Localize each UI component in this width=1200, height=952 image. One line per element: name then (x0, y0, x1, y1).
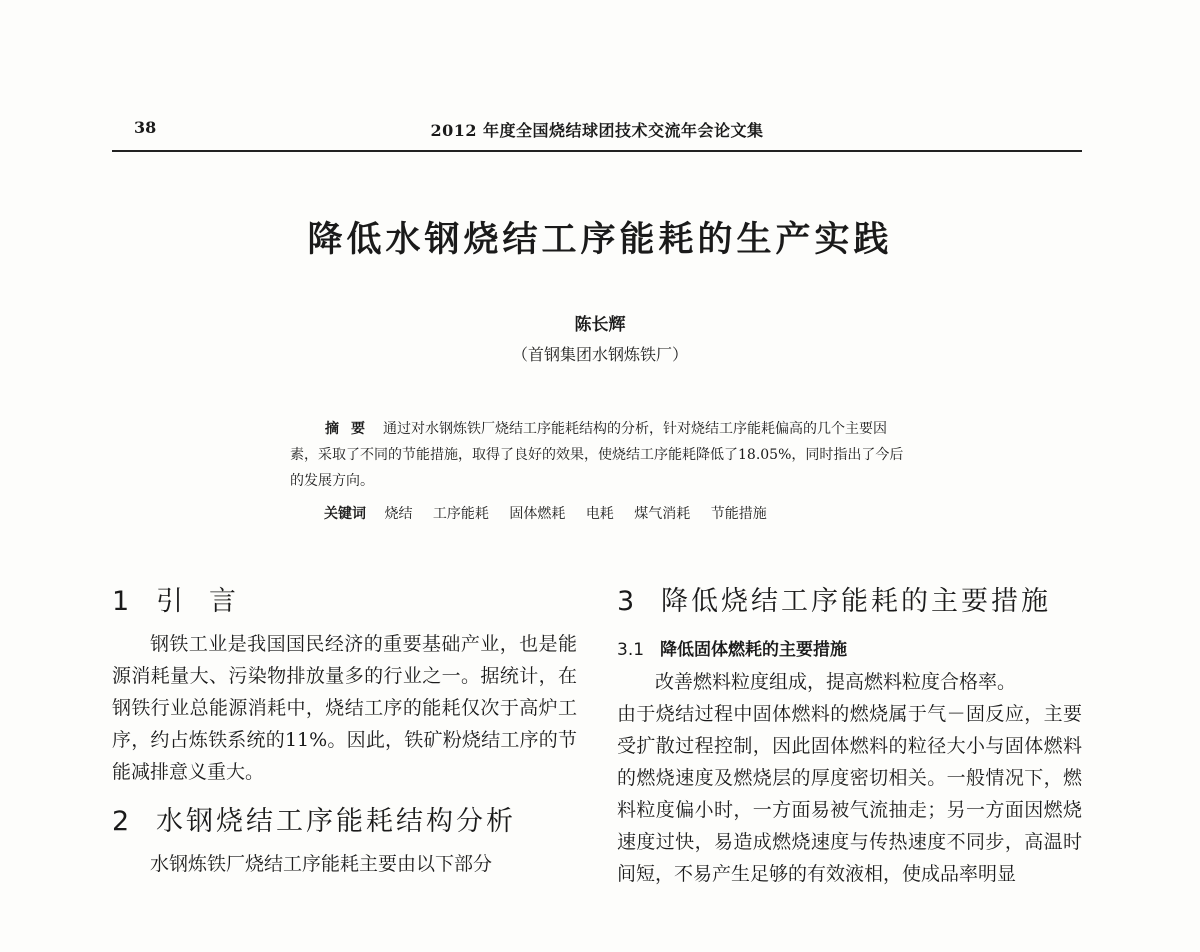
author-affiliation: （首钢集团水钢炼铁厂） (511, 345, 688, 364)
subsection-number: 3.1 (617, 640, 645, 660)
section-2-paragraph: 水钢炼铁厂烧结工序能耗主要由以下部分 (150, 853, 493, 875)
section-number: 2 (112, 806, 133, 837)
abstract (290, 416, 910, 494)
keyword: 烧结 (384, 506, 413, 522)
journal-title: 2012 年度全国烧结球团技术交流年会论文集 (430, 121, 764, 140)
paper-title: 降低水钢烧结工序能耗的生产实践 (307, 220, 893, 260)
subsection-title: 降低固体燃耗的主要措施 (660, 640, 848, 660)
section-2-heading (112, 800, 577, 848)
keyword: 工序能耗 (432, 506, 489, 522)
author-name: 陈长辉 (574, 315, 626, 335)
section-3-paragraph-2: 由于烧结过程中固体燃料的燃烧属于气－固反应，主要受扩散过程控制，因此固体燃料的粒径大小与固体燃料的燃烧速度及燃烧层的厚度密切相关。一般情况下，燃料粒度偏小时，一方面易被气流抽走；另一方面因燃烧速度过快，易造成燃烧速度与传热速度不同步，高温时间短，不易产生足够的有效液相，使成品率明显 (617, 703, 1082, 885)
abstract-text: 通过对水钢炼铁厂烧结工序能耗结构的分析，针对烧结工序能耗偏高的几个主要因素，采取了不同的节能措施，取得了良好的效果，使烧结工序能耗降低了18.05%，同时指出了今后的发展方向。 (290, 421, 904, 489)
section-3-paragraph-1: 改善燃料粒度组成，提高燃料粒度合格率。 (655, 671, 1017, 693)
keywords (290, 503, 944, 523)
section-3-heading (617, 580, 1082, 628)
keyword: 固体燃耗 (509, 506, 566, 522)
keywords-label: 关键词 (324, 506, 366, 522)
section-number: 1 (112, 586, 156, 617)
running-header (112, 112, 1082, 152)
right-column (617, 580, 1082, 890)
section-number: 3 (617, 586, 638, 617)
section-title: 降低烧结工序能耗的主要措施 (661, 586, 1051, 617)
left-column (112, 580, 577, 880)
keyword: 节能措施 (710, 506, 767, 522)
keyword: 电耗 (585, 506, 614, 522)
abstract-label: 摘要 (325, 421, 377, 437)
keyword: 煤气消耗 (634, 506, 691, 522)
section-title: 水钢烧结工序能耗结构分析 (156, 806, 516, 837)
page-number: 38 (134, 118, 157, 137)
section-1-paragraph: 钢铁工业是我国国民经济的重要基础产业，也是能源消耗量大、污染物排放量多的行业之一。据统计，在钢铁行业总能源消耗中，烧结工序的能耗仅次于高炉工序，约占炼铁系统的11%。因此，铁矿粉烧结工序的节能减排意义重大。 (112, 633, 577, 783)
subsection-3-1-heading (617, 634, 1082, 666)
section-title: 引言 (156, 586, 262, 617)
section-1-heading (112, 580, 577, 628)
